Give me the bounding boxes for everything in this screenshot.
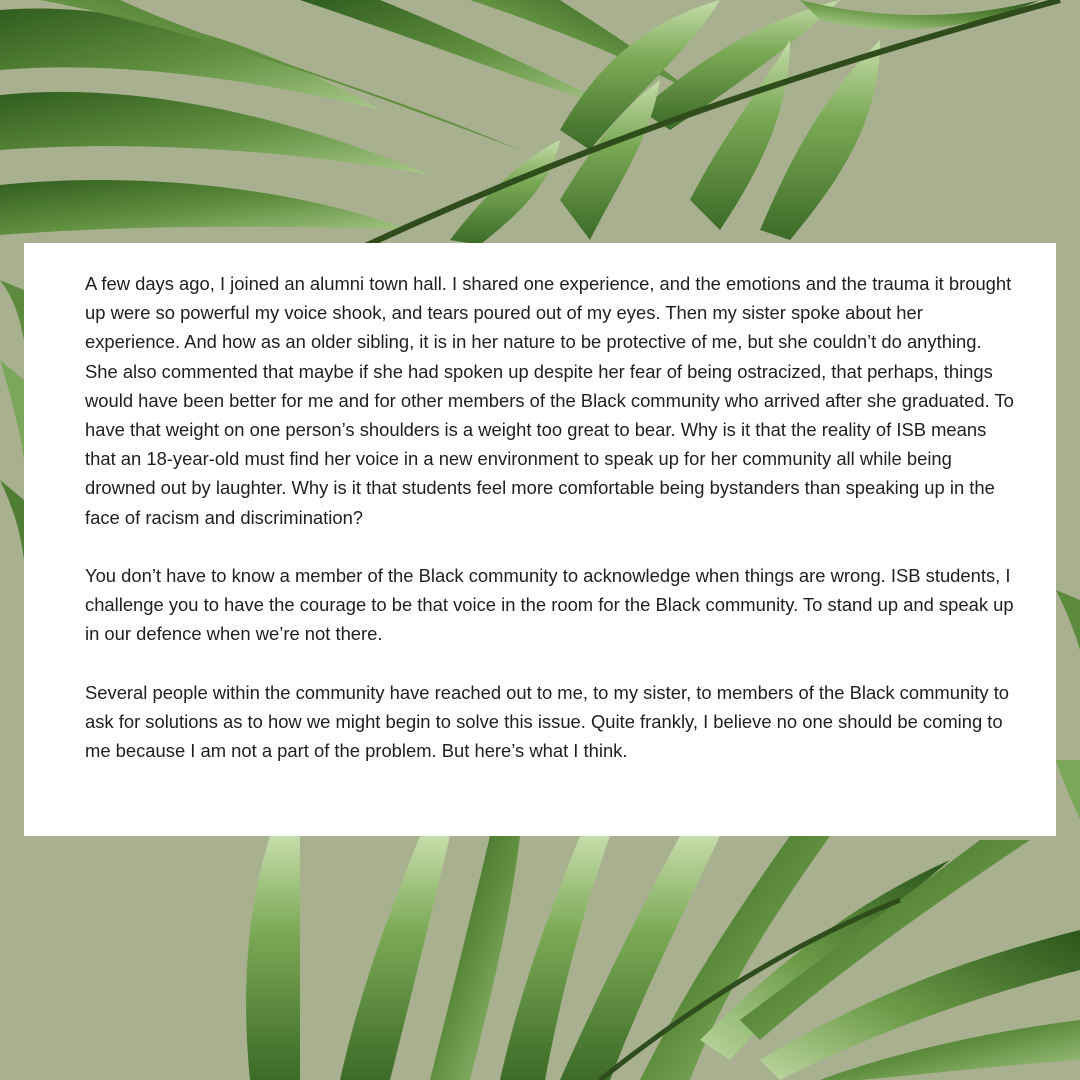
left-palm-edge: [0, 280, 24, 560]
right-palm-edge: [1056, 590, 1080, 820]
paragraph-2: You don’t have to know a member of the Black community to acknowledge when things are wrong. ISB students, I challenge you to have the courage to be that voice in the room for the Black community. To stand up and speak up in our defence when we’re not there.: [85, 565, 1014, 645]
bottom-palm-frond: [246, 836, 1080, 1080]
text-card: [24, 243, 1056, 836]
paragraph-1: A few days ago, I joined an alumni town hall. I shared one experience, and the emotions and the trauma it brought up were so powerful my voice shook, and tears poured out of my eyes. Then my sister spoke about her experience. And how as an older sibling, it is in her nature to be protective of me, but she couldn’t do anything. She also commented that maybe if she had spoken up despite her fear of being ostracized, that perhaps, things would have been better for me and for other members of the Black community who arrived after she graduated. To have that weight on one person’s shoulders is a weight too great to bear. Why is it that the reality of ISB means that an 18-year-old must find her voice in a new environment to speak up for her community all while being drowned out by laughter. Why is it that students feel more comfortable being bystanders than speaking up in the face of racism and discrimination?: [85, 273, 1014, 528]
paragraph-3: Several people within the community have reached out to me, to my sister, to members of the Black community to ask for solutions as to how we might begin to solve this issue. Quite frankly, I believe no one should be coming to me because I am not a part of the problem. But here’s what I think.: [85, 681, 1010, 762]
